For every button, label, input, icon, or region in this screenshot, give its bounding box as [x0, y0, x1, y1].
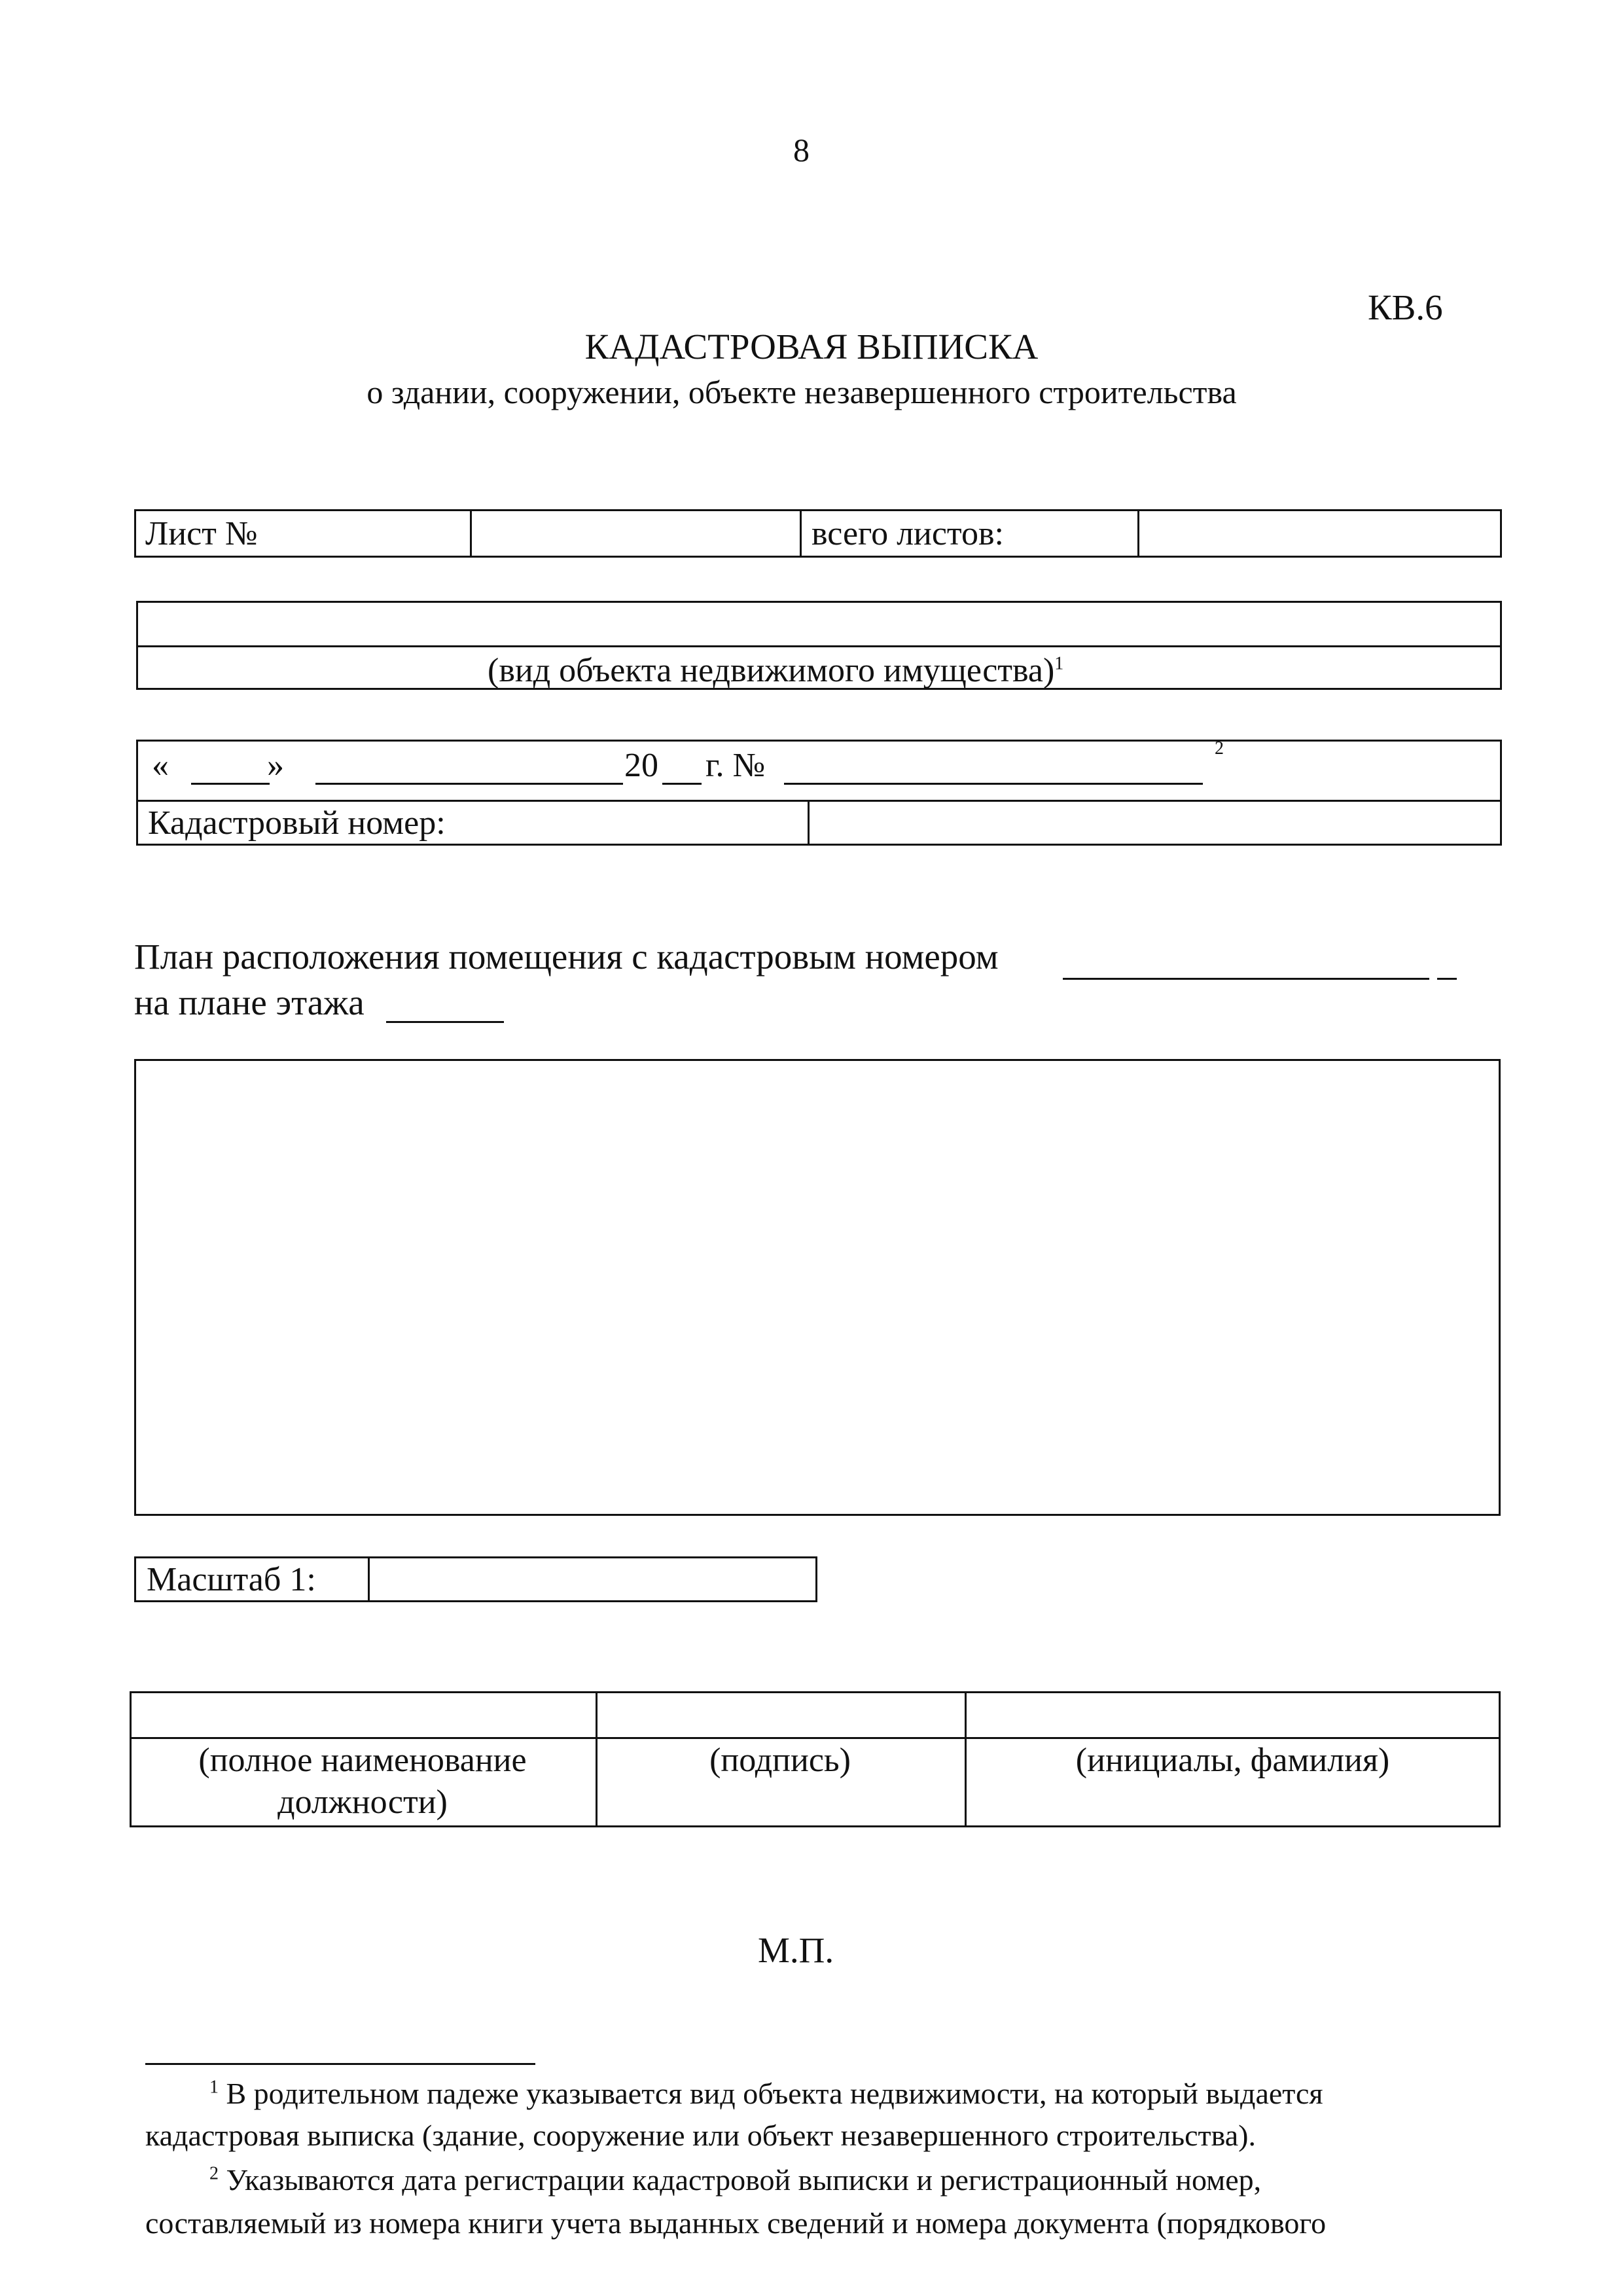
document-title: КАДАСТРОВАЯ ВЫПИСКА	[584, 327, 1039, 367]
plan-line2: на плане этажа	[134, 982, 365, 1022]
divider	[808, 800, 810, 846]
footnote-mark: 2	[1215, 738, 1224, 759]
cadastral-number-field[interactable]	[812, 802, 1499, 843]
divider	[130, 1737, 1501, 1739]
total-sheets-field[interactable]	[1141, 512, 1499, 555]
footnote-mark: 1	[1054, 653, 1064, 674]
page-number: 8	[793, 132, 810, 168]
sheet-number-field[interactable]	[474, 512, 797, 555]
position-caption-line1: (полное наименование	[198, 1742, 527, 1779]
divider	[136, 800, 1502, 802]
scale-field[interactable]	[372, 1559, 814, 1600]
total-sheets-label: всего листов:	[812, 515, 1004, 552]
name-field[interactable]	[967, 1694, 1498, 1736]
footnote-mark: 1	[209, 2077, 219, 2098]
stamp-place: М.П.	[758, 1930, 834, 1970]
registration-number-field[interactable]	[784, 783, 1203, 785]
signature-caption: (подпись)	[709, 1742, 851, 1779]
footnote-2-line1: $^2$ Указываются дата регистрации кадастровой выписки и регистрационный номер,	[209, 2163, 1262, 2197]
cadastral-number-label: Кадастровый номер:	[148, 804, 446, 842]
footnote-separator	[145, 2063, 535, 2065]
open-quote: «	[152, 747, 169, 784]
object-type-caption: (вид объекта недвижимого имущества)$^1$	[488, 652, 1064, 689]
sheet-number-label: Лист №	[145, 515, 258, 552]
footnote-2-line2: составляемый из номера книги учета выданных сведений и номера документа (порядкового	[145, 2206, 1327, 2240]
position-field[interactable]	[132, 1694, 593, 1736]
footnote-1-line2: кадастровая выписка (здание, сооружение или объект незавершенного строительства).	[145, 2119, 1256, 2152]
registration-number-label: г. №	[705, 747, 766, 784]
year-field[interactable]	[662, 783, 702, 785]
scale-label: Масштаб 1:	[147, 1561, 316, 1598]
footnote-1-line1: $^1$ В родительном падеже указывается вид объекта недвижимости, на который выдается	[209, 2077, 1323, 2110]
divider	[1137, 509, 1139, 558]
signature-field[interactable]	[598, 1694, 962, 1736]
plan-line1: План расположения помещения с кадастровым номером	[134, 937, 999, 977]
name-caption: (инициалы, фамилия)	[1075, 1742, 1390, 1779]
divider	[470, 509, 472, 558]
form-code: КВ.6	[1368, 287, 1443, 327]
floor-number-field[interactable]	[386, 1021, 504, 1023]
divider	[800, 509, 802, 558]
document-subtitle: о здании, сооружении, объекте незавершенного строительства	[366, 374, 1237, 410]
object-type-field[interactable]	[139, 603, 1499, 644]
close-quote: »	[267, 747, 284, 784]
day-field[interactable]	[191, 783, 270, 785]
floor-plan-area	[134, 1059, 1501, 1516]
divider	[136, 645, 1502, 647]
year-prefix: 20	[624, 747, 658, 784]
divider	[368, 1556, 370, 1602]
position-caption-line2: должности)	[277, 1784, 448, 1821]
footnote-mark: 2	[209, 2163, 219, 2184]
month-field[interactable]	[315, 783, 623, 785]
plan-underline-tail	[1437, 978, 1457, 980]
plan-cadastral-number-field[interactable]	[1063, 978, 1429, 980]
